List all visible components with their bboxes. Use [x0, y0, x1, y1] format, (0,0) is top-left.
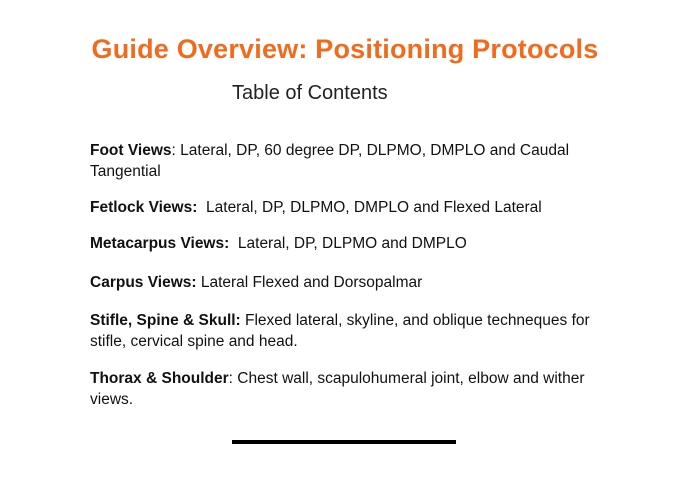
entry-text: Flexed lateral, skyline, and oblique techneques for stifle, cervical spine and head. — [90, 312, 590, 350]
toc-entry-thorax — [90, 368, 620, 410]
table-of-contents-heading: Table of Contents — [232, 82, 388, 104]
entry-text: Lateral, DP, DLPMO and DMPLO — [229, 235, 467, 252]
entry-heading: Stifle, Spine & Skull: — [90, 312, 241, 329]
toc-entry-fetlock — [90, 197, 620, 218]
toc-entry-metacarpus — [90, 233, 620, 254]
toc-entry-stifle — [90, 310, 620, 352]
entry-heading: Metacarpus Views: — [90, 235, 230, 252]
divider — [232, 440, 456, 444]
entry-heading: Thorax & Shoulder — [90, 370, 229, 387]
entry-text: : Chest wall, scapulohumeral joint, elbow and wither views. — [90, 370, 585, 408]
entry-text: Lateral Flexed and Dorsopalmar — [196, 274, 423, 291]
toc-entry-carpus — [90, 272, 620, 293]
entry-heading: Fetlock Views: — [90, 199, 198, 216]
entry-heading: Carpus Views: — [90, 274, 197, 291]
entry-text: : Lateral, DP, 60 degree DP, DLPMO, DMPLO and Caudal Tangential — [90, 142, 570, 180]
entry-heading: Foot Views — [90, 142, 172, 159]
toc-entry-foot — [90, 140, 620, 182]
entry-text: Lateral, DP, DLPMO, DMPLO and Flexed Lateral — [197, 199, 542, 216]
page-title: Guide Overview: Positioning Protocols — [91, 34, 599, 64]
